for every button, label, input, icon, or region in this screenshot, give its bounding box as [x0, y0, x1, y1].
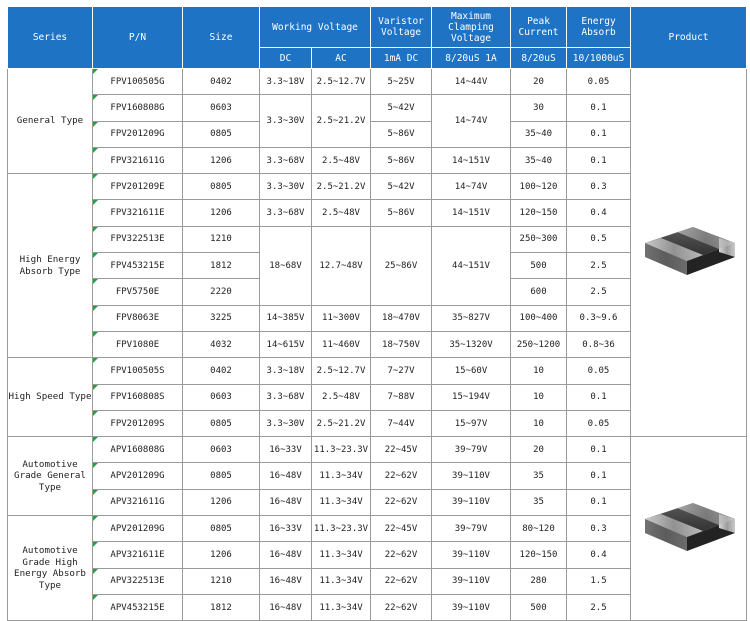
size-cell: 1812 [183, 594, 260, 620]
ac-cell: 2.5~21.2V [312, 174, 371, 200]
chip-image-icon [639, 221, 739, 281]
ac-cell: 2.5~48V [312, 147, 371, 173]
header-product: Product [631, 7, 747, 69]
size-cell: 0805 [183, 121, 260, 147]
vv-cell: 7~44V [371, 410, 432, 436]
size-cell: 3225 [183, 305, 260, 331]
vv-cell: 7~88V [371, 384, 432, 410]
mc-cell: 39~79V [432, 516, 511, 542]
ea-cell: 0.8~36 [567, 331, 631, 357]
pc-cell: 120~150 [511, 542, 567, 568]
pn-cell: FPV453215E [93, 253, 183, 279]
varistor-spec-table [7, 6, 747, 621]
size-cell: 1206 [183, 489, 260, 515]
pc-cell: 20 [511, 437, 567, 463]
dc-cell: 16~33V [260, 516, 312, 542]
ea-cell: 0.3~9.6 [567, 305, 631, 331]
mc-cell: 44~151V [432, 226, 511, 305]
ac-cell: 2.5~48V [312, 200, 371, 226]
ac-cell: 2.5~48V [312, 384, 371, 410]
pc-cell: 10 [511, 384, 567, 410]
mc-cell: 39~79V [432, 437, 511, 463]
size-cell: 1210 [183, 568, 260, 594]
mc-cell: 39~110V [432, 594, 511, 620]
vv-cell: 5~86V [371, 200, 432, 226]
ea-cell: 0.3 [567, 516, 631, 542]
dc-cell: 14~615V [260, 331, 312, 357]
size-cell: 4032 [183, 331, 260, 357]
ea-cell: 1.5 [567, 568, 631, 594]
pc-cell: 100~120 [511, 174, 567, 200]
size-cell: 1812 [183, 253, 260, 279]
pn-cell: APV201209G [93, 463, 183, 489]
series-high-speed: High Speed Type [8, 358, 93, 437]
dc-cell: 16~48V [260, 594, 312, 620]
ac-cell: 11.3~34V [312, 542, 371, 568]
ac-cell: 2.5~12.7V [312, 358, 371, 384]
pn-cell: FPV201209S [93, 410, 183, 436]
header-energy-absorb: Energy Absorb [567, 7, 631, 48]
ac-cell: 11.3~23.3V [312, 516, 371, 542]
ac-cell: 12.7~48V [312, 226, 371, 305]
dc-cell: 3.3~30V [260, 410, 312, 436]
mc-cell: 35~1320V [432, 331, 511, 357]
dc-cell: 16~48V [260, 489, 312, 515]
header-ac: AC [312, 48, 371, 69]
ea-cell: 2.5 [567, 279, 631, 305]
pc-cell: 20 [511, 69, 567, 95]
size-cell: 0402 [183, 358, 260, 384]
vv-cell: 25~86V [371, 226, 432, 305]
pn-cell: FPV100505G [93, 69, 183, 95]
size-cell: 0805 [183, 463, 260, 489]
pc-cell: 600 [511, 279, 567, 305]
mc-cell: 14~74V [432, 174, 511, 200]
dc-cell: 3.3~68V [260, 147, 312, 173]
size-cell: 0603 [183, 95, 260, 121]
mc-cell: 35~827V [432, 305, 511, 331]
dc-cell: 3.3~30V [260, 95, 312, 148]
pc-cell: 35~40 [511, 147, 567, 173]
ea-cell: 0.3 [567, 174, 631, 200]
dc-cell: 18~68V [260, 226, 312, 305]
mc-cell: 14~151V [432, 200, 511, 226]
table-row [8, 69, 747, 95]
ea-cell: 2.5 [567, 253, 631, 279]
pc-cell: 80~120 [511, 516, 567, 542]
dc-cell: 3.3~30V [260, 174, 312, 200]
ac-cell: 11~460V [312, 331, 371, 357]
ea-cell: 0.5 [567, 226, 631, 252]
header-peak-current: Peak Current [511, 7, 567, 48]
ea-cell: 0.4 [567, 200, 631, 226]
size-cell: 1210 [183, 226, 260, 252]
ea-cell: 2.5 [567, 594, 631, 620]
series-auto-high-energy: Automotive Grade High Energy Absorb Type [8, 516, 93, 621]
mc-cell: 39~110V [432, 489, 511, 515]
dc-cell: 3.3~18V [260, 358, 312, 384]
pn-cell: FPV321611E [93, 200, 183, 226]
dc-cell: 16~48V [260, 463, 312, 489]
header-dc: DC [260, 48, 312, 69]
dc-cell: 14~385V [260, 305, 312, 331]
pn-cell: FPV321611G [93, 147, 183, 173]
ea-cell: 0.1 [567, 489, 631, 515]
product-image-cell-1 [631, 69, 747, 437]
pn-cell: FPV201209E [93, 174, 183, 200]
pn-cell: APV321611G [93, 489, 183, 515]
ea-cell: 0.05 [567, 69, 631, 95]
pc-cell: 500 [511, 594, 567, 620]
header-vv-condition: 1mA DC [371, 48, 432, 69]
pn-cell: FPV8063E [93, 305, 183, 331]
ac-cell: 11.3~34V [312, 594, 371, 620]
series-high-energy: High Energy Absorb Type [8, 174, 93, 358]
ea-cell: 0.1 [567, 121, 631, 147]
ac-cell: 11.3~34V [312, 463, 371, 489]
pc-cell: 30 [511, 95, 567, 121]
dc-cell: 16~48V [260, 542, 312, 568]
size-cell: 0402 [183, 69, 260, 95]
pn-cell: FPV322513E [93, 226, 183, 252]
pc-cell: 100~400 [511, 305, 567, 331]
mc-cell: 39~110V [432, 463, 511, 489]
pc-cell: 10 [511, 358, 567, 384]
ac-cell: 11.3~34V [312, 568, 371, 594]
vv-cell: 5~25V [371, 69, 432, 95]
size-cell: 1206 [183, 147, 260, 173]
header-working-voltage: Working Voltage [260, 7, 371, 48]
dc-cell: 3.3~68V [260, 200, 312, 226]
size-cell: 0805 [183, 174, 260, 200]
pc-cell: 250~1200 [511, 331, 567, 357]
pn-cell: FPV160808G [93, 95, 183, 121]
ea-cell: 0.05 [567, 410, 631, 436]
pc-cell: 280 [511, 568, 567, 594]
mc-cell: 15~97V [432, 410, 511, 436]
pn-cell: APV321611E [93, 542, 183, 568]
pc-cell: 35 [511, 463, 567, 489]
pn-cell: FPV5750E [93, 279, 183, 305]
vv-cell: 5~42V [371, 95, 432, 121]
mc-cell: 39~110V [432, 568, 511, 594]
vv-cell: 22~45V [371, 437, 432, 463]
spec-table-container [7, 6, 747, 621]
vv-cell: 5~86V [371, 147, 432, 173]
header-series: Series [8, 7, 93, 69]
ea-cell: 0.05 [567, 358, 631, 384]
mc-cell: 14~151V [432, 147, 511, 173]
vv-cell: 5~42V [371, 174, 432, 200]
ac-cell: 11.3~34V [312, 489, 371, 515]
ac-cell: 2.5~12.7V [312, 69, 371, 95]
size-cell: 1206 [183, 542, 260, 568]
header-mc-condition: 8/20uS 1A [432, 48, 511, 69]
dc-cell: 16~48V [260, 568, 312, 594]
pn-cell: FPV100505S [93, 358, 183, 384]
vv-cell: 22~62V [371, 594, 432, 620]
pn-cell: APV160808G [93, 437, 183, 463]
vv-cell: 22~62V [371, 463, 432, 489]
size-cell: 0603 [183, 384, 260, 410]
vv-cell: 5~86V [371, 121, 432, 147]
vv-cell: 22~45V [371, 516, 432, 542]
dc-cell: 16~33V [260, 437, 312, 463]
ac-cell: 11~300V [312, 305, 371, 331]
ea-cell: 0.4 [567, 542, 631, 568]
pc-cell: 120~150 [511, 200, 567, 226]
header-max-clamping: Maximum Clamping Voltage [432, 7, 511, 48]
series-auto-general: Automotive Grade General Type [8, 437, 93, 516]
size-cell: 0603 [183, 437, 260, 463]
vv-cell: 7~27V [371, 358, 432, 384]
series-general: General Type [8, 69, 93, 174]
mc-cell: 39~110V [432, 542, 511, 568]
ea-cell: 0.1 [567, 437, 631, 463]
header-pn: P/N [93, 7, 183, 69]
size-cell: 0805 [183, 410, 260, 436]
pc-cell: 500 [511, 253, 567, 279]
vv-cell: 18~750V [371, 331, 432, 357]
vv-cell: 22~62V [371, 489, 432, 515]
ac-cell: 2.5~21.2V [312, 95, 371, 148]
pc-cell: 250~300 [511, 226, 567, 252]
pn-cell: FPV201209G [93, 121, 183, 147]
ac-cell: 11.3~23.3V [312, 437, 371, 463]
pn-cell: APV201209G [93, 516, 183, 542]
header-row [8, 7, 747, 48]
size-cell: 2220 [183, 279, 260, 305]
dc-cell: 3.3~18V [260, 69, 312, 95]
size-cell: 0805 [183, 516, 260, 542]
header-size: Size [183, 7, 260, 69]
ea-cell: 0.1 [567, 95, 631, 121]
mc-cell: 15~60V [432, 358, 511, 384]
header-pc-condition: 8/20uS [511, 48, 567, 69]
product-image-cell-2 [631, 437, 747, 621]
ac-cell: 2.5~21.2V [312, 410, 371, 436]
vv-cell: 18~470V [371, 305, 432, 331]
pn-cell: APV453215E [93, 594, 183, 620]
vv-cell: 22~62V [371, 568, 432, 594]
dc-cell: 3.3~68V [260, 384, 312, 410]
ea-cell: 0.1 [567, 463, 631, 489]
size-cell: 1206 [183, 200, 260, 226]
ea-cell: 0.1 [567, 147, 631, 173]
header-varistor-voltage: Varistor Voltage [371, 7, 432, 48]
chip-image-icon [639, 497, 739, 557]
ea-cell: 0.1 [567, 384, 631, 410]
pc-cell: 35 [511, 489, 567, 515]
pn-cell: APV322513E [93, 568, 183, 594]
vv-cell: 22~62V [371, 542, 432, 568]
pn-cell: FPV160808S [93, 384, 183, 410]
mc-cell: 15~194V [432, 384, 511, 410]
pc-cell: 35~40 [511, 121, 567, 147]
header-ea-condition: 10/1000uS [567, 48, 631, 69]
table-row [8, 437, 747, 463]
pc-cell: 10 [511, 410, 567, 436]
pn-cell: FPV1080E [93, 331, 183, 357]
mc-cell: 14~44V [432, 69, 511, 95]
mc-cell: 14~74V [432, 95, 511, 148]
